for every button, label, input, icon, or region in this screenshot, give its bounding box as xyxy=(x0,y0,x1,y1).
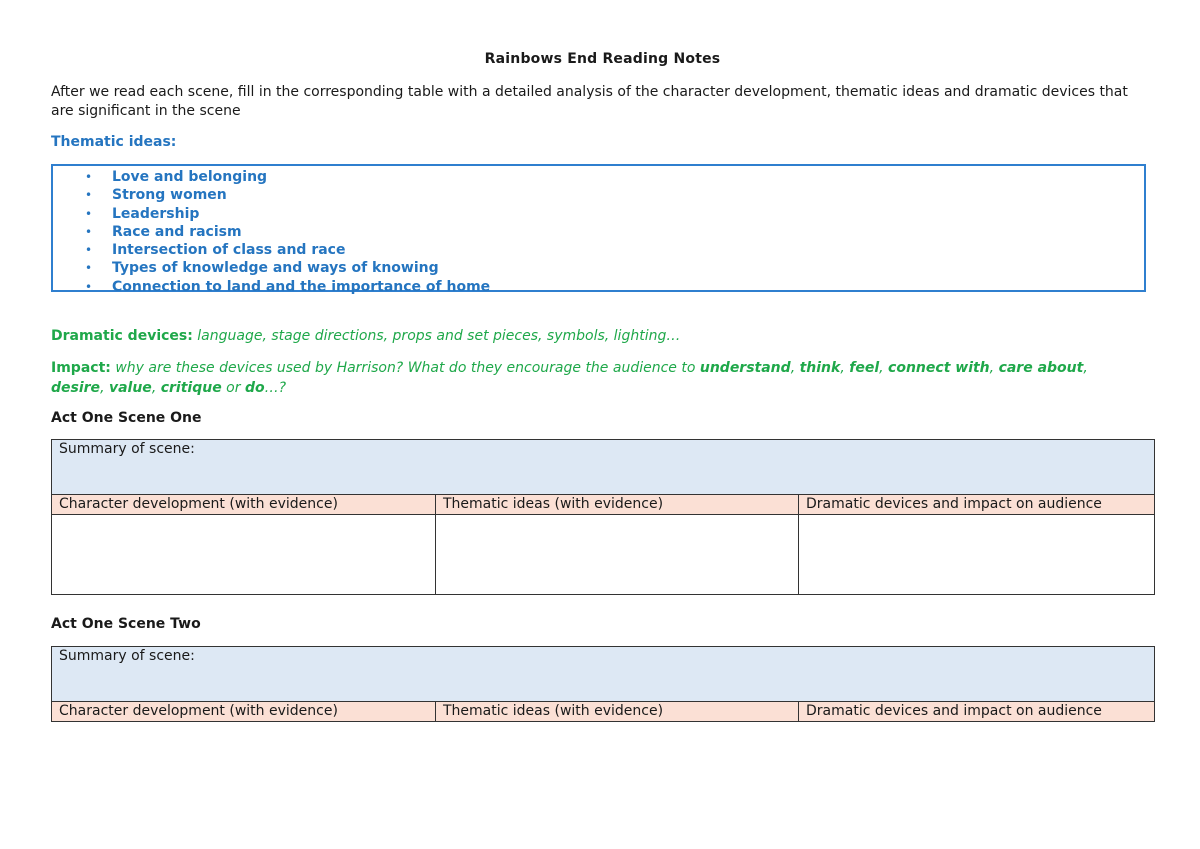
thematic-ideas-list xyxy=(53,166,1144,296)
bullet-icon: • xyxy=(85,261,93,276)
bullet-icon: • xyxy=(85,206,93,221)
bullet-icon: • xyxy=(85,224,93,239)
list-item: • Types of knowledge and ways of knowing xyxy=(85,260,439,277)
dramatic-devices-label: Dramatic devices: xyxy=(51,328,193,344)
dramatic-devices-line xyxy=(51,328,1131,344)
intro-paragraph: After we read each scene, fill in the corresponding table with a detailed analysis of the character development, thematic ideas and dramatic devices that are significant in the scene xyxy=(51,84,1128,119)
scene-table xyxy=(51,439,1155,595)
list-item: • Leadership xyxy=(85,205,200,222)
bullet-icon: • xyxy=(85,170,93,184)
summary-label: Summary of scene: xyxy=(59,648,195,664)
list-item: • Race and racism xyxy=(85,223,242,240)
summary-label: Summary of scene: xyxy=(59,441,195,457)
list-item: • Connection to land and the importance of home xyxy=(85,278,491,295)
column-header: Character development (with evidence) xyxy=(52,702,436,722)
dramatic-devices-cell[interactable] xyxy=(799,515,1155,595)
character-development-cell[interactable] xyxy=(52,515,436,595)
bullet-icon: • xyxy=(85,279,93,294)
column-header: Character development (with evidence) xyxy=(52,495,436,515)
thematic-ideas-heading: Thematic ideas: xyxy=(51,134,177,150)
bullet-icon: • xyxy=(85,243,93,258)
document-title: Rainbows End Reading Notes xyxy=(484,51,721,67)
dramatic-devices-text: language, stage directions, props and set pieces, symbols, lighting… xyxy=(197,328,681,344)
thematic-ideas-cell[interactable] xyxy=(436,515,799,595)
thematic-ideas-box xyxy=(51,164,1146,295)
column-header: Dramatic devices and impact on audience xyxy=(799,495,1155,515)
scene-table xyxy=(51,646,1155,722)
scene-heading: Act One Scene One xyxy=(51,410,202,426)
column-header: Thematic ideas (with evidence) xyxy=(436,495,799,515)
list-item: • Strong women xyxy=(85,187,227,204)
list-item: • Intersection of class and race xyxy=(85,242,346,259)
list-item: • Love and belonging xyxy=(85,169,268,185)
summary-cell[interactable] xyxy=(52,647,1155,702)
scene-heading: Act One Scene Two xyxy=(51,616,201,632)
bullet-icon: • xyxy=(85,188,93,203)
summary-cell[interactable] xyxy=(52,440,1155,495)
impact-paragraph: Impact: why are these devices used by Harrison? What do they encourage the audience to understand, think, feel, connect with, care about, desire, value, critique or do…? xyxy=(51,360,1088,396)
column-header: Dramatic devices and impact on audience xyxy=(799,702,1155,722)
column-header: Thematic ideas (with evidence) xyxy=(436,702,799,722)
